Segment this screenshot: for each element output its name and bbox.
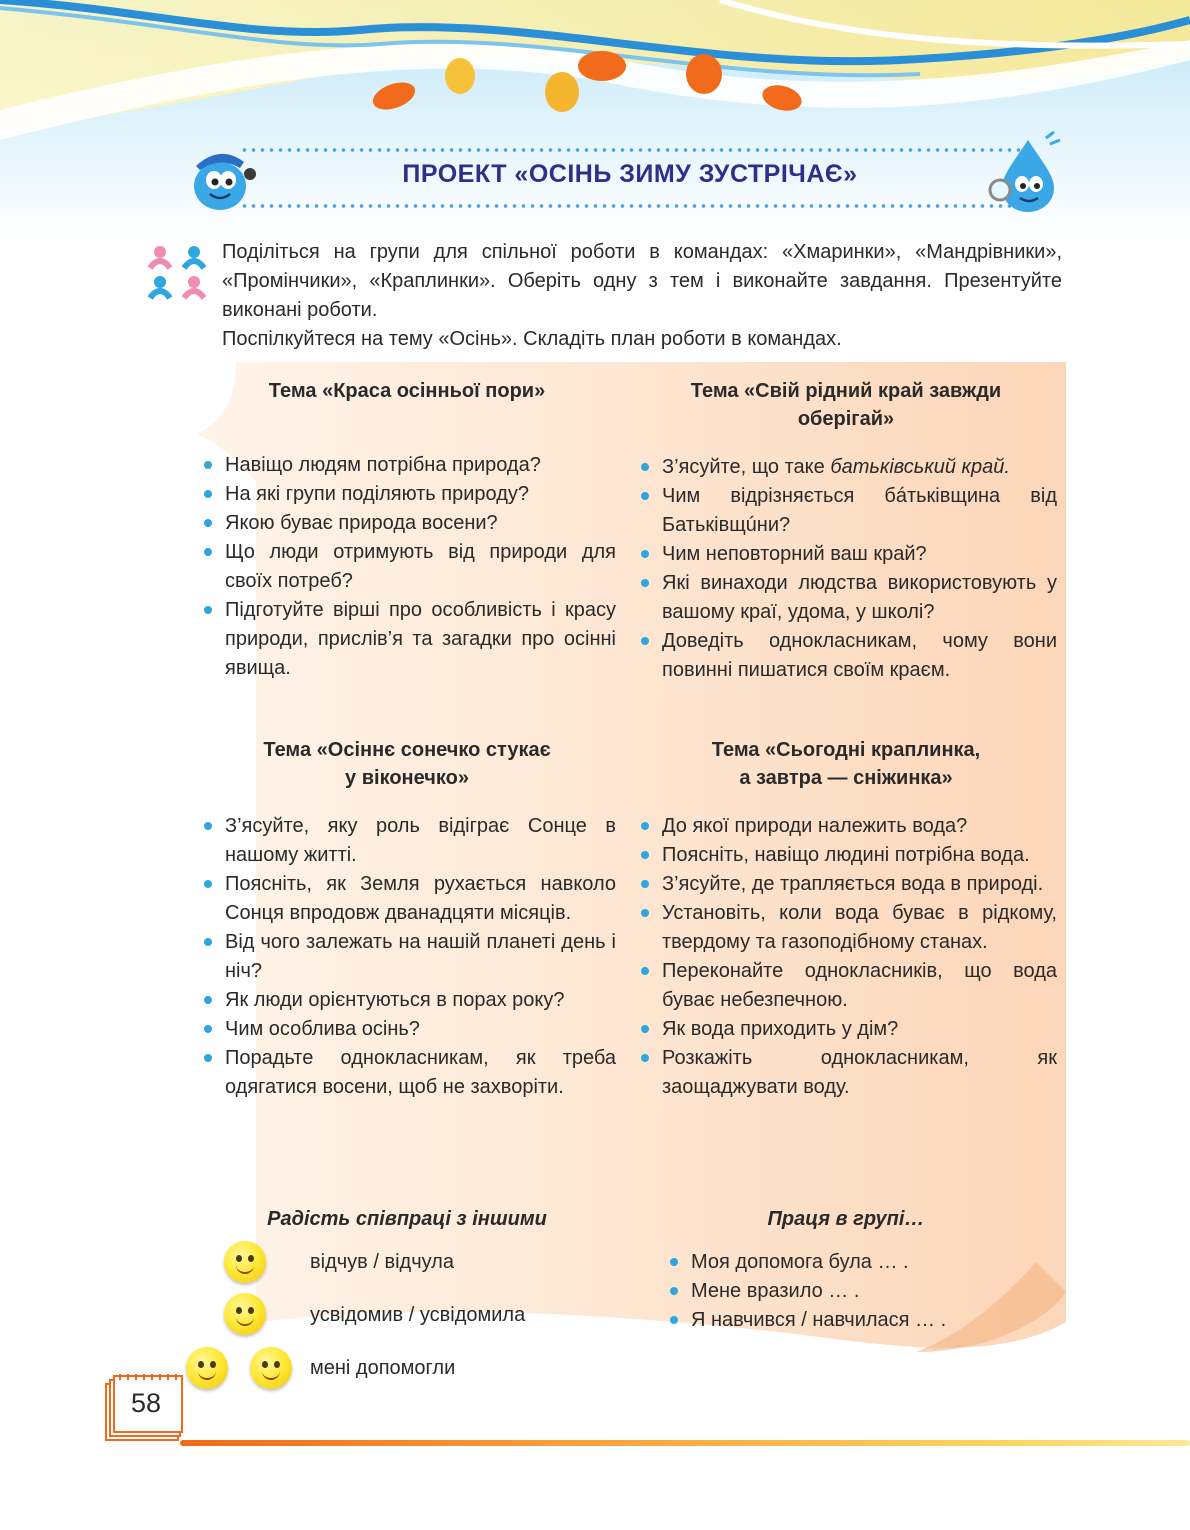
list-item: Чим неповторний ваш край? (637, 540, 1057, 569)
list-item: Від чого залежать на нашій планеті день і ніч? (200, 928, 616, 986)
list-item: З’ясуйте, яку роль відіграє Сонце в нашому житті. (200, 812, 616, 870)
list-item (637, 453, 1057, 482)
smiley-icon (224, 1293, 266, 1335)
page-number: 58 (130, 1388, 162, 1418)
smiley-icon (186, 1347, 228, 1389)
list-item: Поясніть, як Земля рухається навколо Сонця впродовж дванадцяти місяців. (200, 870, 616, 928)
list-item-text: З’ясуйте, що таке (662, 456, 831, 478)
footer-divider (180, 1440, 1190, 1446)
list-item: Навіщо людям потрібна природа? (200, 451, 616, 480)
list-item: Як люди орієнтуються в порах року? (200, 986, 616, 1015)
list-item: Розкажіть однокласникам, як заощаджувати воду. (637, 1044, 1057, 1102)
topic-2-title-line-2: оберігай» (797, 408, 895, 430)
list-item-italic-term: батьківський край. (830, 456, 1010, 478)
topic-4-title (640, 736, 1052, 792)
list-item: Доведіть однокласникам, чому вони повинні пишатися своїм краєм. (637, 627, 1057, 685)
banner-top-border (240, 148, 1020, 152)
list-item: До якої природи належить вода? (637, 812, 1057, 841)
list-item: Я навчився / навчилася … . (666, 1306, 1046, 1335)
topic-4-list (637, 812, 1057, 1102)
list-item: Порадьте однокласникам, як треба одягатися восени, щоб не захворіти. (200, 1044, 616, 1102)
list-item: Як вода приходить у дім? (637, 1015, 1057, 1044)
list-item: Чим особлива осінь? (200, 1015, 616, 1044)
topic-4-title-line-1: Тема «Сьогодні краплинка, (711, 739, 981, 761)
group-work-icon (146, 240, 210, 304)
topic-3-list (200, 812, 616, 1102)
list-item: Переконайте однокласників, що вода буває небезпечною. (637, 957, 1057, 1015)
banner-bottom-border (240, 204, 1020, 208)
topic-2-title (640, 377, 1052, 433)
reflection-right-list (666, 1248, 1046, 1335)
list-item: Якою буває природа восени? (200, 509, 616, 538)
list-item: Поясніть, навіщо людині потрібна вода. (637, 841, 1057, 870)
list-item: Що люди отримують від природи для своїх потреб? (200, 538, 616, 596)
topic-1-list (200, 451, 616, 683)
reflection-left-item-2: усвідомив / усвідомила (310, 1304, 526, 1326)
intro-paragraph-2: Поспілкуйтеся на тему «Осінь». Складіть план роботи в командах. (222, 328, 842, 350)
topic-2-title-line-1: Тема «Свій рідний край завжди (690, 380, 1002, 402)
list-item: Мене вразило … . (666, 1277, 1046, 1306)
reflection-left-item-1: відчув / відчула (310, 1251, 454, 1273)
topic-1-title: Тема «Краса осінньої пори» (268, 380, 546, 402)
list-item: Чим відрізняється бáтьківщина від Батьківщúни? (637, 482, 1057, 540)
title-banner (240, 140, 1020, 216)
list-item: На які групи поділяють природу? (200, 480, 616, 509)
topic-3-title-line-1: Тема «Осіннє сонечко стукає (263, 739, 551, 761)
reflection-left-item-3: мені допомогли (310, 1357, 456, 1379)
smiley-icon (250, 1347, 292, 1389)
list-item: Моя допомога була … . (666, 1248, 1046, 1277)
intro-text (222, 238, 1062, 354)
list-item: Підготуйте вірші про особливість і красу природи, прислів’я та загадки про осінні явища. (200, 596, 616, 683)
reflection-right-title: Праця в групі… (767, 1208, 925, 1230)
topic-3-title (212, 736, 602, 792)
topic-2-list (637, 453, 1057, 685)
smiley-icon (224, 1241, 266, 1283)
list-item: Які винаходи людства використовують у вашому краї, удома, у школі? (637, 569, 1057, 627)
intro-paragraph-1: Поділіться на групи для спільної роботи в командах: «Хмаринки», «Мандрівники», «Промінчики», «Краплинки». Оберіть одну з тем і виконайте завдання. Презентуйте виконані роботи. (222, 241, 1062, 321)
topic-4-title-line-2: а завтра — сніжинка» (739, 767, 953, 789)
list-item: З’ясуйте, де трапляється вода в природі. (637, 870, 1057, 899)
topic-3-title-line-2: у віконечко» (345, 767, 469, 789)
reflection-left-title: Радість співпраці з іншими (267, 1208, 547, 1230)
list-item: Установіть, коли вода буває в рідкому, твердому та газоподібному станах. (637, 899, 1057, 957)
page-title: ПРОЕКТ «ОСІНЬ ЗИМУ ЗУСТРІЧАЄ» (402, 160, 858, 188)
